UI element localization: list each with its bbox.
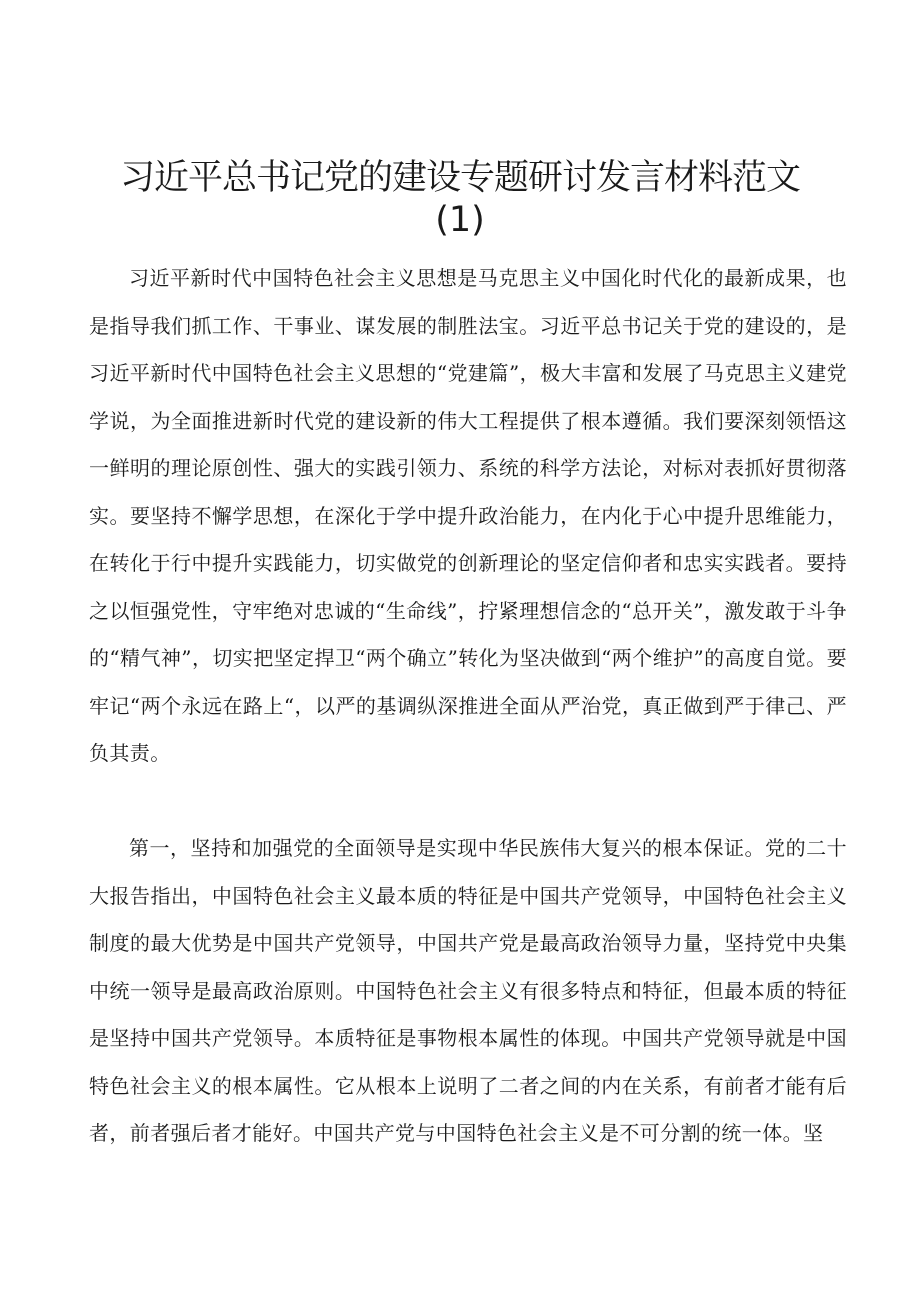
document-title: 习近平总书记党的建设专题研讨发言材料范文 (119, 158, 800, 198)
paragraph-intro: 习近平新时代中国特色社会主义思想是马克思主义中国化时代化的最新成果，也是指导我们抓工作、干事业、谋发展的制胜法宝。习近平总书记关于党的建设的，是习近平新时代中国特色社会主义思想的“党建篇”，极大丰富和发展了马克思主义建党学说，为全面推进新时代党的建设新的伟大工程提供了根本遵循。我们要深刻领悟这一鲜明的理论原创性、强大的实践引领力、系统的科学方法论，对标对表抓好贯彻落实。要坚持不懈学思想，在深化于学中提升政治能力，在内化于心中提升思维能力，在转化于行中提升实践能力，切实做党的创新理论的坚定信仰者和忠实实践者。要持之以恒强党性，守牢绝对忠诚的“生命线”，拧紧理想信念的“总开关”，激发敢于斗争的“精气神”，切实把坚定捍卫“两个确立”转化为坚决做到“两个维护”的高度自觉。要牢记“两个永远在路上“，以严的基调纵深推进全面从严治党，真正做到严于律己、严负其责。 (89, 266, 847, 765)
paragraph-first-point: 第一，坚持和加强党的全面领导是实现中华民族伟大复兴的根本保证。党的二十大报告指出，中国特色社会主义最本质的特征是中国共产党领导，中国特色社会主义制度的最大优势是中国共产党领导，中国共产党是最高政治领导力量，坚持党中央集中统一领导是最高政治原则。中国特色社会主义有很多特点和特征，但最本质的特征是坚持中国共产党领导。本质特征是事物根本属性的体现。中国共产党领导就是中国特色社会主义的根本属性。它从根本上说明了二者之间的内在关系，有前者才能有后者，前者强后者才能好。中国共产党与中国特色社会主义是不可分割的统一体。坚 (89, 836, 847, 1145)
document-title-number: (1) (435, 200, 485, 240)
